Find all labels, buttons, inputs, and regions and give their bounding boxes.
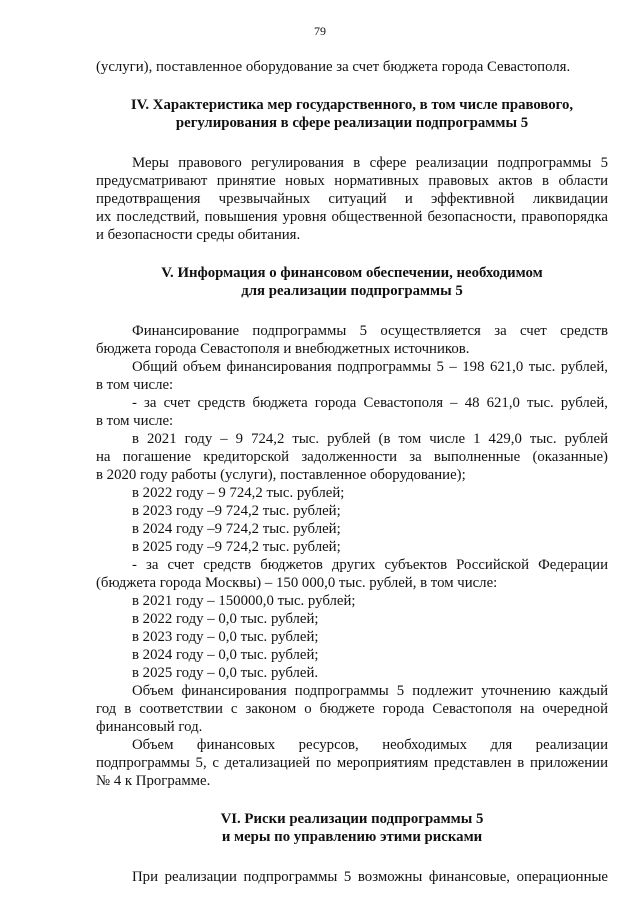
text-line: № 4 к Программе.: [96, 773, 211, 789]
text-line: При реализации подпрограммы 5 возможны финансовые, операционные: [132, 869, 608, 885]
section-heading: регулирования в сфере реализации подпрограммы 5: [175, 115, 529, 131]
text-line: в том числе:: [96, 377, 174, 393]
text-line: предотвращения чрезвычайных ситуаций и эффективной ликвидации: [96, 191, 608, 207]
text-line: Объем финансовых ресурсов, необходимых для реализации: [132, 737, 608, 753]
section-heading: V. Информация о финансовом обеспечении, необходимом: [161, 265, 543, 281]
text-line: - за счет средств бюджета города Севастополя – 48 621,0 тыс. рублей,: [132, 395, 608, 411]
text-line: - за счет средств бюджетов других субъектов Российской Федерации: [132, 557, 608, 573]
section-heading: VI. Риски реализации подпрограммы 5: [220, 811, 484, 827]
text-line: бюджета города Севастополя и внебюджетных источников.: [96, 341, 470, 357]
funding-year-line: в 2024 году – 0,0 тыс. рублей;: [132, 647, 319, 663]
text-line: Меры правового регулирования в сфере реализации подпрограммы 5: [132, 155, 608, 171]
text-line: их последствий, повышения уровня общественной безопасности, правопорядка: [96, 209, 608, 225]
section-heading: для реализации подпрограммы 5: [241, 283, 463, 299]
text-line: в том числе:: [96, 413, 174, 429]
text-line: Объем финансирования подпрограммы 5 подлежит уточнению каждый: [132, 683, 608, 699]
funding-year-line: в 2023 году – 0,0 тыс. рублей;: [132, 629, 319, 645]
text-line: в 2021 году – 9 724,2 тыс. рублей (в том числе 1 429,0 тыс. рублей: [132, 431, 608, 447]
text-line: предусматривают принятие новых нормативных правовых актов в области: [96, 173, 608, 189]
text-line: (бюджета города Москвы) – 150 000,0 тыс. рублей, в том числе:: [96, 575, 498, 591]
funding-year-line: в 2025 году –9 724,2 тыс. рублей;: [132, 539, 341, 555]
text-line: год в соответствии с законом о бюджете города Севастополя на очередной: [96, 701, 608, 717]
text-line: подпрограммы 5, с детализацией по мероприятиям представлен в приложении: [96, 755, 608, 771]
funding-year-line: в 2021 году – 150000,0 тыс. рублей;: [132, 593, 356, 609]
text-line: финансовый год.: [96, 719, 203, 735]
text-line: Общий объем финансирования подпрограммы 5 – 198 621,0 тыс. рублей,: [132, 359, 608, 375]
section-heading: и меры по управлению этими рисками: [221, 829, 483, 845]
funding-year-line: в 2022 году – 9 724,2 тыс. рублей;: [132, 485, 345, 501]
text-line: в 2020 году работы (услуги), поставленное оборудование);: [96, 467, 466, 483]
section-heading: IV. Характеристика мер государственного, в том числе правового,: [130, 97, 574, 113]
funding-year-line: в 2025 году – 0,0 тыс. рублей.: [132, 665, 319, 681]
funding-year-line: в 2024 году –9 724,2 тыс. рублей;: [132, 521, 341, 537]
text-line: на погашение кредиторской задолженности за выполненные (оказанные): [96, 449, 608, 465]
text-line: и безопасности среды обитания.: [96, 227, 301, 243]
text-line: Финансирование подпрограммы 5 осуществляется за счет средств: [132, 323, 608, 339]
text-line: (услуги), поставленное оборудование за счет бюджета города Севастополя.: [96, 59, 571, 75]
funding-year-line: в 2023 году –9 724,2 тыс. рублей;: [132, 503, 341, 519]
page-number: 79: [314, 24, 326, 38]
funding-year-line: в 2022 году – 0,0 тыс. рублей;: [132, 611, 319, 627]
